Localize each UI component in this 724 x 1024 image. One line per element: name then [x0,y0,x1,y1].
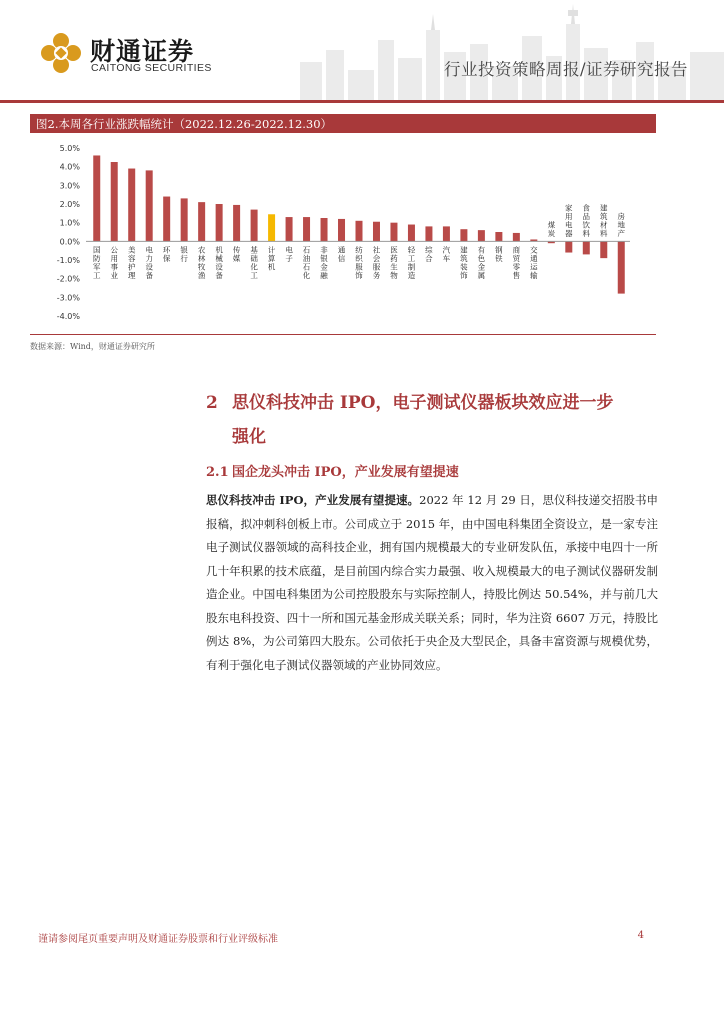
bar-28 [583,241,590,254]
footer-disclaimer: 谨请参阅尾页重要声明及财通证券股票和行业评级标准 [38,934,278,945]
x-tick-label: 基础化工 [250,245,258,280]
x-tick-label: 通信 [337,245,346,263]
x-tick-label: 社会服务 [372,245,381,280]
page-number: 4 [637,930,644,941]
bar-23 [495,232,502,241]
y-tick-label: -4.0% [56,312,80,321]
x-tick-label: 美容护理 [127,245,136,280]
section-2-1-heading [206,461,459,480]
figure-title: 图2.本周各行业涨跌幅统计（2022.12.26-2022.12.30） [36,117,333,131]
x-tick-label: 石油石化 [302,245,311,280]
bar-8 [233,205,240,241]
bar-6 [198,202,205,241]
y-tick-label: 0.0% [59,237,80,247]
subsection-title: 国企龙头冲击 IPO，产业发展有望提速 [232,465,459,480]
x-tick-label: 综合 [425,245,433,263]
bar-10 [268,214,275,241]
y-tick-label: 5.0% [59,144,80,153]
figure-source: 数据来源：Wind，财通证券研究所 [30,342,155,351]
x-tick-label: 家用电器 [565,203,573,238]
bar-9 [251,210,258,242]
bar-24 [513,233,520,241]
x-tick-label: 商贸零售 [512,245,521,280]
bar-0 [93,155,100,241]
x-tick-label: 计算机 [267,245,276,272]
x-tick-label: 医药生物 [390,245,398,280]
bar-27 [565,241,572,252]
y-tick-label: 1.0% [59,218,80,228]
bar-17 [390,223,397,242]
bar-1 [111,162,118,241]
x-tick-label: 煤炭 [547,220,556,238]
x-tick-label: 汽车 [442,245,451,263]
x-tick-label: 交通运输 [530,245,538,280]
bar-12 [303,217,310,241]
section-number: 2 [206,393,218,413]
bar-11 [286,217,293,241]
x-tick-label: 银行 [180,245,188,263]
bar-7 [216,204,223,241]
y-tick-label: 4.0% [59,162,80,172]
x-tick-label: 农林牧渔 [197,245,206,280]
y-tick-label: 3.0% [59,181,80,191]
bar-30 [618,241,625,293]
caitong-logo-icon [40,32,82,74]
x-tick-label: 纺织服饰 [355,245,363,280]
bar-14 [338,219,345,241]
figure-bottom-rule [30,334,656,335]
bar-20 [443,226,450,241]
y-tick-label: -1.0% [56,256,80,265]
report-type-label: 行业投资策略周报/证券研究报告 [443,60,688,79]
header-divider [0,100,724,103]
x-tick-label: 建筑材料 [600,203,608,238]
bar-22 [478,230,485,241]
y-tick-label: -3.0% [56,293,80,303]
x-tick-label: 机械设备 [215,245,223,280]
page-header [0,0,724,104]
x-tick-label: 国防军工 [92,245,101,280]
subsection-number: 2.1 [206,465,229,480]
x-tick-label: 轻工制造 [407,245,416,280]
logo-chinese-name: 财通证券 [90,37,195,66]
paragraph-lead: 思仪科技冲击 IPO，产业发展有望提速。 [206,493,420,507]
bar-16 [373,222,380,242]
x-tick-label: 房地产 [617,211,626,238]
x-tick-label: 电子 [285,245,293,263]
x-tick-label: 公用事业 [110,245,118,280]
section-title-line2: 强化 [232,427,266,447]
x-tick-label: 非银金融 [320,245,328,280]
body-paragraph [206,489,658,677]
x-tick-label: 环保 [162,245,171,263]
paragraph-body: 2022 年 12 月 29 日，思仪科技递交招股书申报稿，拟冲刺科创板上市。公司成立于 2015 年，由中国电科集团全资设立，是一家专注电子测试仪器领域的高科技企业，拥有国内规模最大的专业研发队伍，承接中电四十一所几十年积累的技术底蕴，是目前国内综合实力最强、收入规模最大的电子测试仪器研发制造企业。中国电科集团为公司控股股东与实际控制人，持股比例达 50.54%，并与前几大股东电科投资、四十一所和国元基金形成关联关系；同时，华为注资 6607 万元，持股比例达 8%，为公司第四大股东。公司依托于央企及大型民企，具备丰富资源与规模优势，有利于强化电子测试仪器领域的产业协同效应。 [206,493,659,672]
bar-2 [128,169,135,242]
y-tick-label: 2.0% [59,200,80,209]
bar-13 [321,218,328,241]
bar-4 [163,197,170,242]
x-tick-label: 传媒 [232,245,241,263]
bar-29 [600,241,607,258]
x-tick-label: 建筑装饰 [460,245,468,280]
x-tick-label: 电力设备 [145,245,153,280]
bar-5 [181,198,188,241]
y-axis [57,144,81,321]
industry-return-bar-chart [30,136,656,332]
x-tick-label: 钢铁 [495,245,503,263]
x-tick-label: 食品饮料 [582,203,591,238]
logo-english-name: CAITONG SECURITIES [91,62,212,74]
section-2-heading [206,386,666,454]
bar-21 [460,229,467,241]
section-title-line1: 思仪科技冲击 IPO，电子测试仪器板块效应进一步 [232,393,614,413]
city-skyline-image [300,0,724,100]
x-tick-label: 有色金属 [477,245,486,280]
bar-19 [425,226,432,241]
bar-15 [356,221,363,242]
bar-18 [408,225,415,242]
y-tick-label: -2.0% [56,274,80,284]
bar-3 [146,170,153,241]
